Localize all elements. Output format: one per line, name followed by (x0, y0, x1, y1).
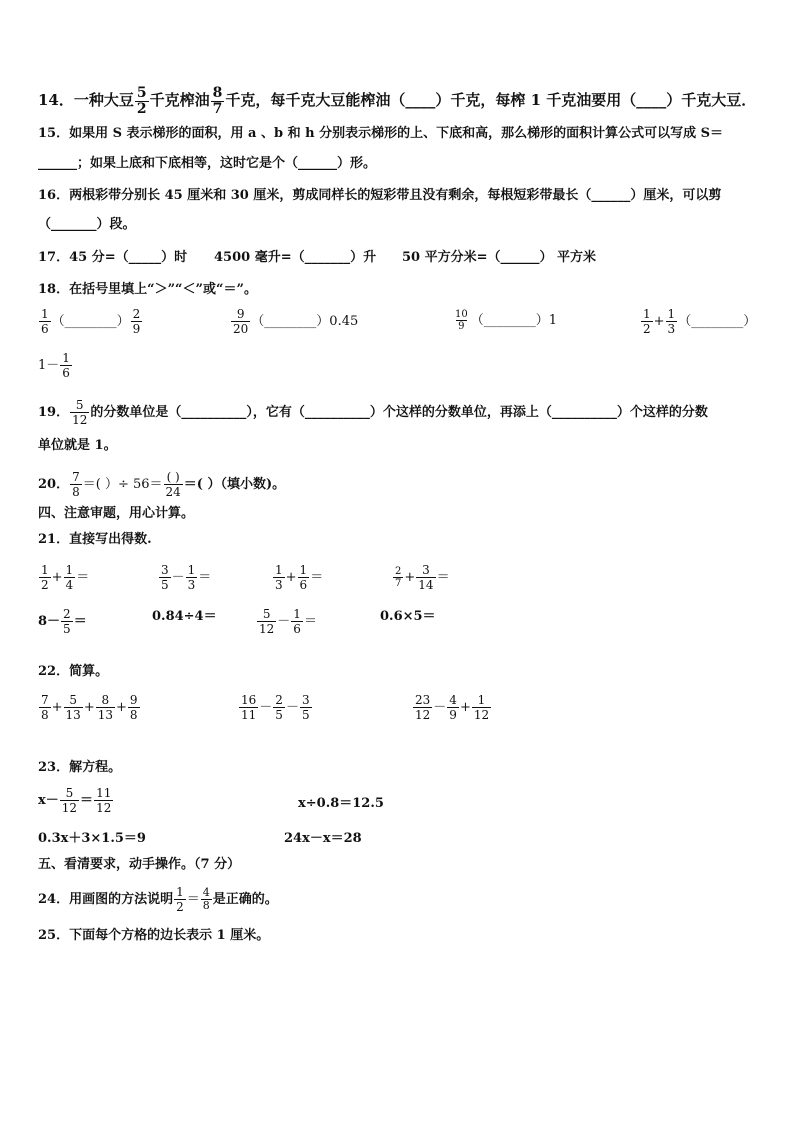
question-23-title: 23．解方程。 (38, 760, 122, 775)
q18-comparison-4: $\frac{1}{2}$ + $\frac{1}{3}$ （________） (643, 307, 757, 336)
q14-number: 14． (38, 91, 74, 109)
q14-text-3: 千克，每千克大豆能榨油（____）千克，每榨 1 千克油要用（____）千克大豆． (225, 91, 757, 109)
q22-expr-3 (412, 693, 492, 722)
fraction: $\frac{2}{5}$ (275, 693, 283, 722)
question-21-title: 21．直接写出得数. (38, 532, 152, 547)
q21-expr-1: $\frac{1}{2}$ + $\frac{1}{4}$ ＝ (41, 563, 90, 592)
q21-expr-6: 0.84÷4＝ (152, 609, 217, 624)
fraction: $\frac{23}{12}$ (415, 693, 431, 722)
q14-text-2: 千克榨油 (149, 91, 210, 109)
operator: + (116, 700, 127, 715)
question-22-title: 22．简算。 (38, 664, 109, 679)
question-24: 24．用画图的方法说明 $\frac{1}{2}$ ＝ $\frac{4}{8}$ 是正确的。 (38, 885, 278, 914)
q18-comparison-2: $\frac{9}{20}$ （________）0.45 (233, 307, 359, 336)
question-25: 25．下面每个方格的边长表示 1 厘米。 (38, 928, 270, 943)
q23-equation-2: x÷0.8＝12.5 (298, 796, 384, 811)
question-17-a: 17．45 分=（_____）时 (38, 250, 188, 265)
question-20: 20． $\frac{7}{8}$ ＝( ）÷ 56＝ $\frac{( )}{24}$ ＝( ）（填小数)。 (38, 470, 286, 499)
q18-comparison-1: $\frac{1}{6}$ （________） $\frac{2}{9}$ (41, 307, 141, 336)
fraction: $\frac{3}{5}$ (301, 693, 310, 722)
fraction: $\frac{4}{9}$ (449, 693, 457, 722)
q23-equation-3: 0.3x＋3×1.5＝9 (38, 831, 146, 846)
fraction: $\frac{1}{12}$ (473, 693, 490, 722)
operator: － (259, 700, 273, 715)
q23-equation-4: 24x－x＝28 (284, 831, 362, 846)
question-15-line-2: ______；如果上底和下底相等，这时它是个（______）形。 (38, 156, 377, 171)
q22-expr-1 (38, 693, 141, 722)
q14-text-1: 一种大豆 (73, 91, 134, 109)
question-18-title: 18．在括号里填上“＞”“＜”或“＝”。 (38, 282, 257, 297)
q18-comparison-3: $\frac{10}{9}$ （________）1 (455, 309, 558, 332)
q23-equation-1: x－ $\frac{5}{12}$ ＝ $\frac{11}{12}$ (38, 786, 112, 815)
operator: － (433, 700, 447, 715)
question-16-line-1: 16．两根彩带分别长 45 厘米和 30 厘米，剪成同样长的短彩带且没有剩余，每根短彩带最长（______）厘米，可以剪 (38, 188, 722, 203)
question-17-c: 50 平方分米=（______） 平方米 (402, 250, 597, 265)
question-19: 19． $\frac{5}{12}$ 的分数单位是（__________），它有（__________）个这样的分数单位，再添上（__________）个这样的分数 (38, 398, 708, 427)
fraction: $\frac{5}{13}$ (65, 693, 81, 722)
fraction: $\frac{7}{8}$ (41, 693, 49, 722)
q21-expr-4: $\frac{2}{7}$ + $\frac{3}{14}$ ＝ (395, 563, 450, 592)
q21-expr-3: $\frac{1}{3}$ + $\frac{1}{6}$ ＝ (275, 563, 324, 592)
operator: + (51, 700, 63, 715)
operator: + (459, 700, 471, 715)
question-16-line-2: （_______）段。 (38, 217, 136, 232)
q22-expr-2 (238, 693, 313, 722)
q21-expr-2: $\frac{3}{5}$ － $\frac{1}{3}$ ＝ (161, 563, 212, 592)
fraction: $\frac{9}{8}$ (129, 693, 138, 722)
question-19-line-2: 单位就是 1。 (38, 438, 117, 453)
q21-expr-7: $\frac{5}{12}$ － $\frac{1}{6}$ ＝ (259, 607, 317, 636)
q18-comparison-4-rhs: 1－ $\frac{1}{6}$ (38, 351, 70, 380)
question-14 (38, 86, 756, 117)
section-5-heading: 五、看清要求，动手操作。（7 分） (38, 857, 241, 872)
q21-expr-8: 0.6×5＝ (380, 609, 436, 624)
operator: + (83, 700, 95, 715)
section-4-heading: 四、注意审题，用心计算。 (38, 506, 195, 521)
question-15-line-1: 15．如果用 S 表示梯形的面积，用 a 、b 和 h 分别表示梯形的上、下底和高，那么梯形的面积计算公式可以写成 S＝ (38, 126, 724, 141)
fraction: $\frac{8}{13}$ (97, 693, 114, 722)
q21-expr-5: 8－ $\frac{2}{5}$ ＝ (38, 607, 87, 636)
fraction: $\frac{5}{2}$ (136, 85, 147, 117)
fraction: $\frac{16}{11}$ (241, 693, 257, 722)
fraction: $\frac{8}{7}$ (212, 85, 223, 117)
operator: － (285, 700, 299, 715)
question-17-b: 4500 毫升=（_______）升 (214, 250, 377, 265)
